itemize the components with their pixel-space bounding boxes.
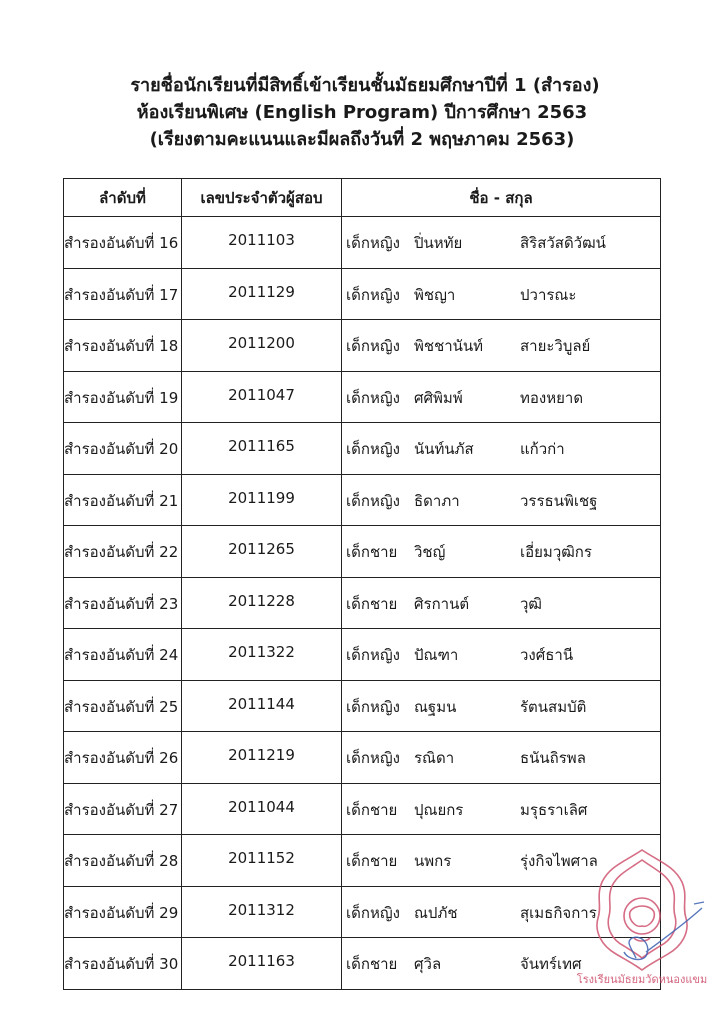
exam-id-cell: 2011044 — [182, 783, 342, 835]
exam-id-cell: 2011165 — [182, 423, 342, 475]
last-name: สิริสวัสดิวัฒน์ — [520, 234, 606, 252]
rank-cell: สำรองอันดับที่ 21 — [64, 474, 182, 526]
first-name: ศุวิล — [414, 955, 442, 973]
column-header-rank: ลำดับที่ — [64, 179, 182, 217]
first-name: ณปภัช — [414, 903, 458, 922]
student-list-table — [63, 178, 661, 990]
table-row — [64, 423, 661, 475]
exam-id-cell: 2011163 — [182, 938, 342, 990]
name-cell — [342, 680, 661, 732]
rank-cell: สำรองอันดับที่ 24 — [64, 629, 182, 681]
name-cell — [342, 474, 661, 526]
first-name: ปิ่นหทัย — [414, 234, 463, 252]
name-cell — [342, 268, 661, 320]
first-name: นันท์นภัส — [414, 440, 474, 458]
document-title: รายชื่อนักเรียนที่มีสิทธิ์เข้าเรียนชั้นมัธยมศึกษาปีที่ 1 (สำรอง) — [130, 75, 600, 96]
name-title: เด็กหญิง — [346, 646, 400, 664]
exam-id-cell: 2011219 — [182, 732, 342, 784]
first-name: ศศิพิมพ์ — [414, 388, 463, 407]
rank-cell: สำรองอันดับที่ 18 — [64, 320, 182, 372]
column-header-name: ชื่อ - สกุล — [342, 179, 661, 217]
name-title: เด็กหญิง — [346, 697, 400, 716]
first-name: ธิดาภา — [414, 491, 460, 510]
name-title: เด็กชาย — [346, 594, 398, 613]
name-cell — [342, 629, 661, 681]
name-cell — [342, 886, 661, 938]
rank-cell: สำรองอันดับที่ 22 — [64, 526, 182, 578]
column-header-exam-id: เลขประจำตัวผู้สอบ — [182, 179, 342, 217]
rank-cell: สำรองอันดับที่ 25 — [64, 680, 182, 732]
last-name: จันทร์เทศ — [520, 955, 582, 973]
name-title: เด็กชาย — [346, 800, 398, 819]
rank-cell: สำรองอันดับที่ 19 — [64, 371, 182, 423]
last-name: วรรธนพิเชฐ — [520, 491, 598, 510]
last-name: สุเมธกิจการ — [520, 903, 597, 922]
table-row — [64, 217, 661, 269]
first-name: ปุณยกร — [414, 800, 464, 819]
table-row — [64, 680, 661, 732]
name-title: เด็กชาย — [346, 955, 398, 973]
first-name: นพกร — [414, 852, 452, 870]
name-title: เด็กชาย — [346, 852, 398, 870]
name-title: เด็กหญิง — [346, 749, 400, 767]
last-name: วุฒิ — [520, 594, 542, 613]
table-row — [64, 577, 661, 629]
last-name: เอี่ยมวุฒิกร — [520, 543, 592, 561]
first-name: ศิรกานต์ — [414, 594, 470, 613]
rank-cell: สำรองอันดับที่ 27 — [64, 783, 182, 835]
document-date-note: (เรียงตามคะแนนและมีผลถึงวันที่ 2 พฤษภาคม 2563) — [149, 129, 575, 150]
exam-id-cell: 2011144 — [182, 680, 342, 732]
table-row — [64, 835, 661, 887]
name-title: เด็กหญิง — [346, 337, 400, 355]
first-name: พิชชานันท์ — [414, 337, 484, 355]
name-title: เด็กหญิง — [346, 903, 400, 922]
last-name: มรุธราเลิศ — [520, 800, 588, 819]
exam-id-cell: 2011103 — [182, 217, 342, 269]
rank-cell: สำรองอันดับที่ 28 — [64, 835, 182, 887]
last-name: ปวารณะ — [520, 285, 577, 304]
last-name: วงศ์ธานี — [520, 646, 574, 664]
table-row — [64, 474, 661, 526]
rank-cell: สำรองอันดับที่ 20 — [64, 423, 182, 475]
name-cell — [342, 835, 661, 887]
name-title: เด็กหญิง — [346, 234, 400, 252]
exam-id-cell: 2011228 — [182, 577, 342, 629]
table-row — [64, 783, 661, 835]
table-row — [64, 320, 661, 372]
rank-cell: สำรองอันดับที่ 26 — [64, 732, 182, 784]
table-row — [64, 268, 661, 320]
name-title: เด็กชาย — [346, 543, 398, 561]
first-name: พิชญา — [414, 285, 456, 304]
name-cell — [342, 938, 661, 990]
name-title: เด็กหญิง — [346, 491, 400, 510]
name-cell — [342, 783, 661, 835]
exam-id-cell: 2011129 — [182, 268, 342, 320]
exam-id-cell: 2011200 — [182, 320, 342, 372]
name-cell — [342, 371, 661, 423]
exam-id-cell: 2011265 — [182, 526, 342, 578]
document-header — [0, 72, 724, 153]
table-row — [64, 526, 661, 578]
name-title: เด็กหญิง — [346, 285, 400, 304]
last-name: ธนันถิรพล — [520, 749, 586, 767]
name-cell — [342, 217, 661, 269]
seal-caption: โรงเรียนมัธยมวัดหนองแขม — [576, 973, 708, 986]
first-name: วิชญ์ — [414, 543, 446, 561]
last-name: แก้วก่า — [520, 440, 565, 458]
table-body — [64, 217, 661, 990]
rank-cell: สำรองอันดับที่ 29 — [64, 886, 182, 938]
exam-id-cell: 2011152 — [182, 835, 342, 887]
first-name: รณิดา — [414, 749, 455, 767]
name-cell — [342, 423, 661, 475]
name-title: เด็กหญิง — [346, 388, 400, 407]
table-row — [64, 938, 661, 990]
first-name: ปัณฑา — [414, 646, 459, 664]
rank-cell: สำรองอันดับที่ 23 — [64, 577, 182, 629]
table-header-row — [64, 179, 661, 217]
rank-cell: สำรองอันดับที่ 30 — [64, 938, 182, 990]
name-title: เด็กหญิง — [346, 440, 400, 458]
exam-id-cell: 2011312 — [182, 886, 342, 938]
last-name: สายะวิบูลย์ — [520, 337, 591, 355]
name-cell — [342, 577, 661, 629]
table-row — [64, 886, 661, 938]
table-row — [64, 371, 661, 423]
exam-id-cell: 2011322 — [182, 629, 342, 681]
table-row — [64, 732, 661, 784]
table-row — [64, 629, 661, 681]
name-cell — [342, 526, 661, 578]
last-name: ทองหยาด — [520, 388, 584, 407]
rank-cell: สำรองอันดับที่ 17 — [64, 268, 182, 320]
name-cell — [342, 732, 661, 784]
last-name: รัตนสมบัติ — [520, 697, 587, 716]
rank-cell: สำรองอันดับที่ 16 — [64, 217, 182, 269]
last-name: รุ่งกิจไพศาล — [520, 852, 598, 870]
exam-id-cell: 2011047 — [182, 371, 342, 423]
name-cell — [342, 320, 661, 372]
exam-id-cell: 2011199 — [182, 474, 342, 526]
document-subtitle: ห้องเรียนพิเศษ (English Program) ปีการศึกษา 2563 — [136, 102, 588, 123]
first-name: ณฐมน — [414, 697, 457, 716]
